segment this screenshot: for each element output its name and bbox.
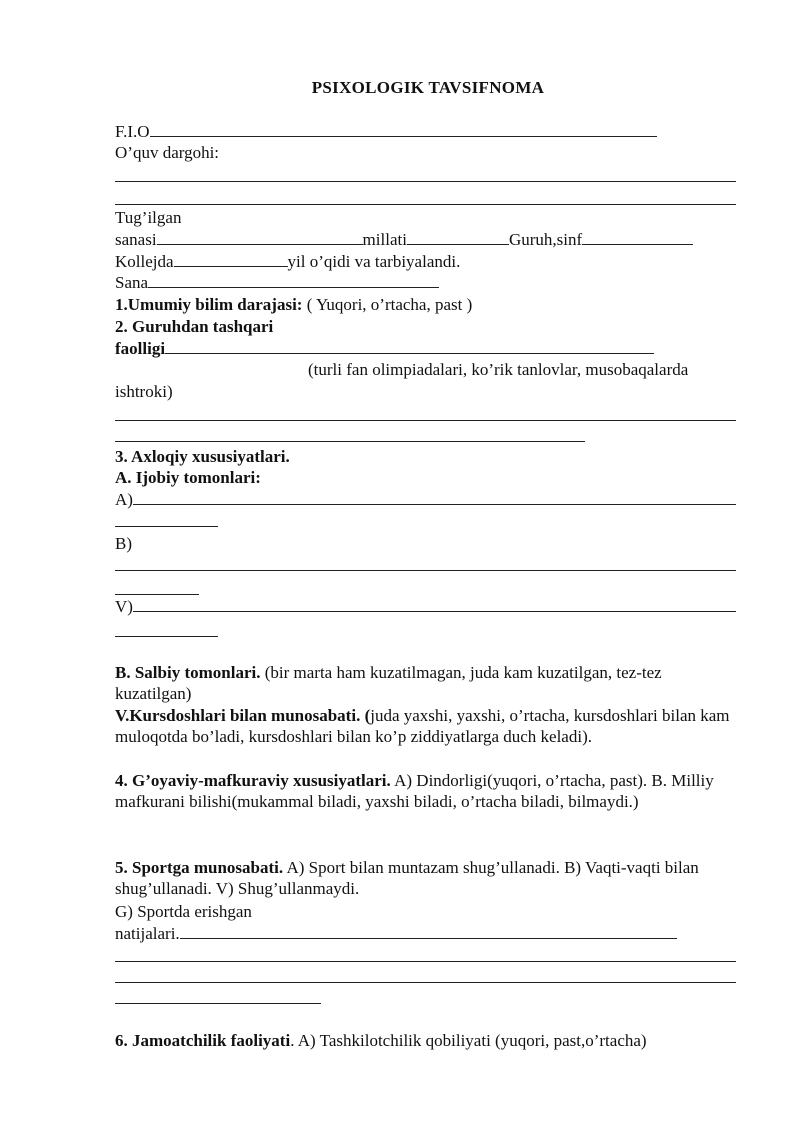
natijalari-blank-4[interactable] (115, 1003, 321, 1004)
item-v-blank-2[interactable] (115, 636, 218, 637)
section-4-label: 4. G’oyaviy-mafkuraviy xususiyatlari. (115, 771, 391, 790)
section-1-label: 1.Umumiy bilim darajasi: (115, 295, 303, 314)
section-5-paragraph (115, 857, 740, 899)
millati-label: millati (362, 230, 407, 249)
section-5-g-label: G) Sportda erishgan (115, 902, 252, 921)
item-v-blank[interactable] (133, 596, 736, 612)
kurs-paragraph (115, 705, 740, 747)
item-b-blank-2[interactable] (115, 594, 199, 595)
faolligi-label: faolligi (115, 339, 166, 358)
oquv-dargohi-blank-1[interactable] (115, 181, 736, 182)
salbiy-paragraph (115, 662, 740, 704)
section-2-note: (turli fan olimpiadalari, ko’rik tanlovlar, musobaqalarda (308, 360, 689, 379)
section-2-blank-2[interactable] (115, 441, 585, 442)
item-a-label: A) (115, 490, 133, 509)
tugilgan-label: Tug’ilgan (115, 208, 182, 227)
item-b-label: B) (115, 534, 132, 553)
salbiy-text: (bir marta ham kuzatilmagan, juda kam kuzatilgan, tez-tez kuzatilgan) (115, 663, 662, 703)
section-4-text: A) Dindorligi(yuqori, o’rtacha, past). B. Milliy mafkurani bilishi(mukammal biladi, yaxshi biladi, o’rtacha biladi, bilmaydi.) (115, 771, 714, 811)
item-b-blank[interactable] (115, 570, 736, 571)
section-2-faolligi-line (115, 338, 654, 359)
section-3-a-title: A. Ijobiy tomonlari: (115, 468, 261, 487)
item-a-line (115, 489, 736, 510)
sanasi-blank[interactable] (157, 229, 363, 245)
millati-blank[interactable] (407, 229, 509, 245)
section-1-options: ( Yuqori, o’rtacha, past ) (302, 295, 473, 314)
kurs-label: V.Kursdoshlari bilan munosabati. ( (115, 706, 371, 725)
oquv-dargohi-blank-2[interactable] (115, 204, 736, 205)
natijalari-label: natijalari. (115, 924, 180, 943)
sana-line (115, 272, 439, 293)
natijalari-blank-2[interactable] (115, 961, 736, 962)
natijalari-line (115, 923, 677, 944)
faolligi-blank[interactable] (165, 338, 654, 354)
natijalari-blank[interactable] (180, 923, 677, 939)
section-5-label: 5. Sportga munosabati. (115, 858, 284, 877)
section-2-blank-1[interactable] (115, 420, 736, 421)
natijalari-blank-3[interactable] (115, 982, 736, 983)
item-v-line (115, 596, 736, 617)
sanasi-label: sanasi (115, 230, 157, 249)
section-6-line (115, 1030, 647, 1051)
section-4-paragraph (115, 770, 740, 812)
page-title: PSIXOLOGIK TAVSIFNOMA (311, 78, 545, 97)
birth-nation-group-line (115, 229, 693, 250)
kollejda-blank[interactable] (174, 251, 288, 267)
kollejda-line (115, 251, 460, 272)
item-a-blank-2[interactable] (115, 526, 218, 527)
section-1 (115, 294, 472, 315)
guruh-label: Guruh,sinf (508, 230, 583, 249)
section-6-label: 6. Jamoatchilik faoliyati (115, 1031, 291, 1050)
kurs-text: juda yaxshi, yaxshi, o’rtacha, kursdoshlari bilan kam muloqotda bo’ladi, kursdoshlari bilan ko’p ziddiyatlarga duch keladi). (115, 706, 730, 746)
fio-blank[interactable] (150, 121, 657, 137)
section-3-title: 3. Axloqiy xususiyatlari. (115, 447, 290, 466)
section-2-note-2: ishtroki) (115, 382, 173, 401)
sana-label: Sana (115, 273, 149, 292)
section-2-title: 2. Guruhdan tashqari (115, 317, 274, 336)
guruh-blank[interactable] (582, 229, 693, 245)
item-v-label: V) (115, 597, 133, 616)
yil-qidi-text: yil o’qidi va tarbiyalandi. (287, 252, 461, 271)
fio-label: F.I.O (115, 122, 150, 141)
sana-blank[interactable] (148, 272, 439, 288)
salbiy-label: B. Salbiy tomonlari. (115, 663, 261, 682)
fio-line (115, 121, 657, 142)
section-6-text: . A) Tashkilotchilik qobiliyati (yuqori, past,o’rtacha) (290, 1031, 647, 1050)
item-a-blank[interactable] (133, 489, 736, 505)
oquv-dargohi-label: O’quv dargohi: (115, 143, 220, 162)
kollejda-label: Kollejda (115, 252, 174, 271)
section-5-text: A) Sport bilan muntazam shug’ullanadi. B) Vaqti-vaqti bilan shug’ullanadi. V) Shug’ullanmaydi. (115, 858, 699, 898)
